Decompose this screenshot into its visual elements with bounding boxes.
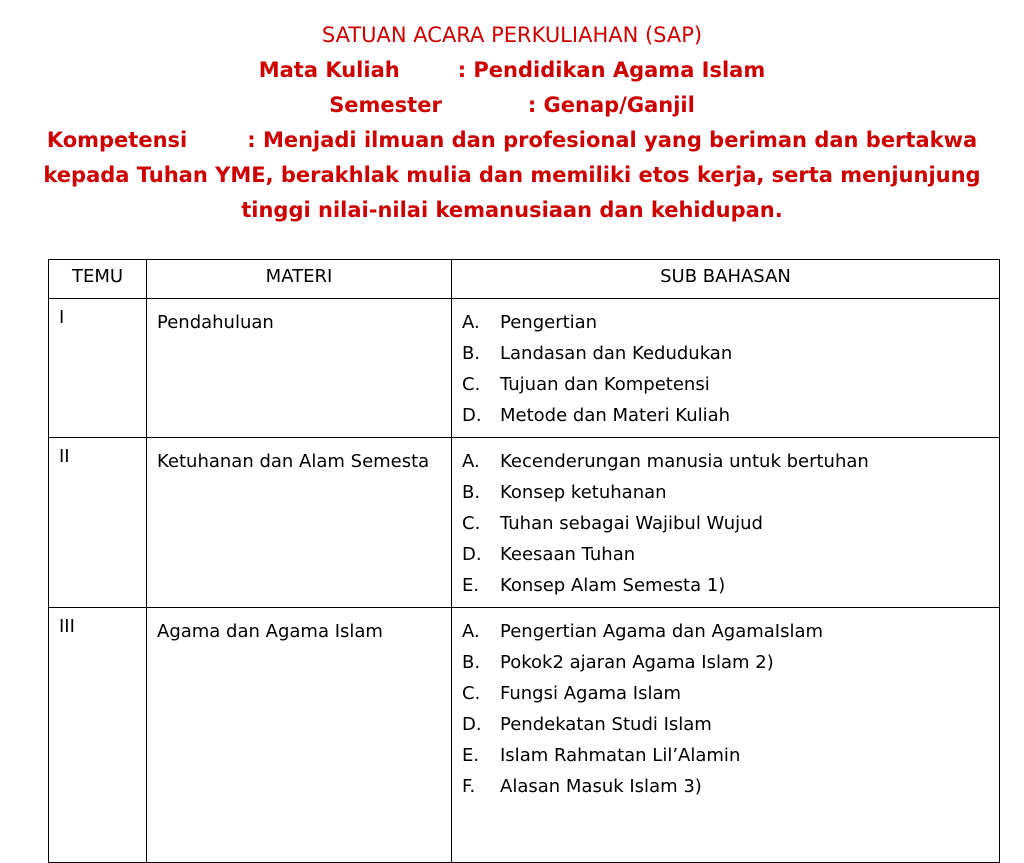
- temu-cell: I: [49, 299, 147, 438]
- list-letter: E.: [462, 745, 480, 766]
- list-text: Kecenderungan manusia untuk bertuhan: [500, 451, 869, 472]
- list-letter: B.: [462, 482, 481, 503]
- temu-cell: II: [49, 438, 147, 608]
- list-text: Tuhan sebagai Wajibul Wujud: [500, 513, 763, 534]
- semester-value: : Genap/Ganjil: [527, 93, 695, 117]
- table-row: [49, 438, 1000, 608]
- list-letter: E.: [462, 575, 480, 596]
- list-item: [462, 709, 989, 740]
- list-text: Fungsi Agama Islam: [500, 683, 682, 704]
- list-text: Alasan Masuk Islam 3): [500, 776, 702, 797]
- sub-bahasan-list: [462, 616, 989, 802]
- list-letter: B.: [462, 652, 481, 673]
- mata-kuliah-line: [40, 53, 984, 88]
- sub-bahasan-cell: [452, 299, 1000, 438]
- list-text: Pendekatan Studi Islam: [500, 714, 712, 735]
- list-item: [462, 570, 989, 601]
- materi-text: Agama dan Agama Islam: [157, 621, 383, 642]
- list-item: [462, 740, 989, 771]
- list-item: [462, 647, 989, 678]
- sub-bahasan-cell: [452, 438, 1000, 608]
- header-temu: TEMU: [49, 260, 147, 299]
- list-item: [462, 477, 989, 508]
- list-text: Keesaan Tuhan: [500, 544, 636, 565]
- materi-cell: [147, 438, 452, 608]
- list-text: Landasan dan Kedudukan: [500, 343, 733, 364]
- kompetensi-line-3: tinggi nilai-nilai kemanusiaan dan kehidupan.: [241, 198, 783, 222]
- mata-kuliah-value: : Pendidikan Agama Islam: [457, 58, 766, 82]
- header-sub-bahasan: SUB BAHASAN: [452, 260, 1000, 299]
- list-item: [462, 616, 989, 647]
- document-header: [40, 18, 984, 228]
- list-letter: B.: [462, 343, 481, 364]
- materi-cell: [147, 608, 452, 863]
- list-letter: C.: [462, 374, 481, 395]
- list-letter: D.: [462, 714, 482, 735]
- list-letter: D.: [462, 544, 482, 565]
- list-letter: A.: [462, 621, 480, 642]
- kompetensi-value: : Menjadi ilmuan dan profesional yang beriman dan bertakwa: [247, 128, 978, 152]
- list-item: [462, 400, 989, 431]
- list-item: [462, 678, 989, 709]
- header-materi: MATERI: [147, 260, 452, 299]
- list-letter: C.: [462, 513, 481, 534]
- table-row: [49, 608, 1000, 863]
- list-text: Konsep ketuhanan: [500, 482, 667, 503]
- list-letter: F.: [462, 776, 476, 797]
- list-text: Pokok2 ajaran Agama Islam 2): [500, 652, 774, 673]
- document-title: SATUAN ACARA PERKULIAHAN (SAP): [321, 23, 703, 47]
- temu-cell: III: [49, 608, 147, 863]
- list-item: [462, 446, 989, 477]
- materi-text: Pendahuluan: [157, 312, 274, 333]
- list-text: Pengertian: [500, 312, 598, 333]
- sub-bahasan-cell: [452, 608, 1000, 863]
- list-item: [462, 771, 989, 802]
- list-letter: C.: [462, 683, 481, 704]
- list-letter: D.: [462, 405, 482, 426]
- semester-line: [40, 88, 984, 123]
- list-text: Konsep Alam Semesta 1): [500, 575, 726, 596]
- sub-bahasan-list: [462, 446, 989, 601]
- kompetensi-line-2: kepada Tuhan YME, berakhlak mulia dan memiliki etos kerja, serta menjunjung: [43, 163, 981, 187]
- list-letter: A.: [462, 451, 480, 472]
- list-text: Pengertian Agama dan AgamaIslam: [500, 621, 824, 642]
- list-text: Islam Rahmatan Lil’Alamin: [500, 745, 741, 766]
- table-header-row: [49, 260, 1000, 299]
- table-row: [49, 299, 1000, 438]
- sub-bahasan-list: [462, 307, 989, 431]
- semester-label: Semester: [329, 93, 442, 117]
- materi-text: Ketuhanan dan Alam Semesta: [157, 451, 430, 472]
- list-text: Metode dan Materi Kuliah: [500, 405, 731, 426]
- materi-cell: [147, 299, 452, 438]
- list-item: [462, 307, 989, 338]
- list-item: [462, 539, 989, 570]
- kompetensi-block: [40, 123, 984, 228]
- list-text: Tujuan dan Kompetensi: [500, 374, 710, 395]
- list-item: [462, 369, 989, 400]
- kompetensi-label: Kompetensi: [46, 128, 188, 152]
- kompetensi-line-1: [40, 123, 984, 158]
- list-letter: A.: [462, 312, 480, 333]
- sap-table: [48, 259, 1000, 863]
- list-item: [462, 508, 989, 539]
- mata-kuliah-label: Mata Kuliah: [258, 58, 400, 82]
- list-item: [462, 338, 989, 369]
